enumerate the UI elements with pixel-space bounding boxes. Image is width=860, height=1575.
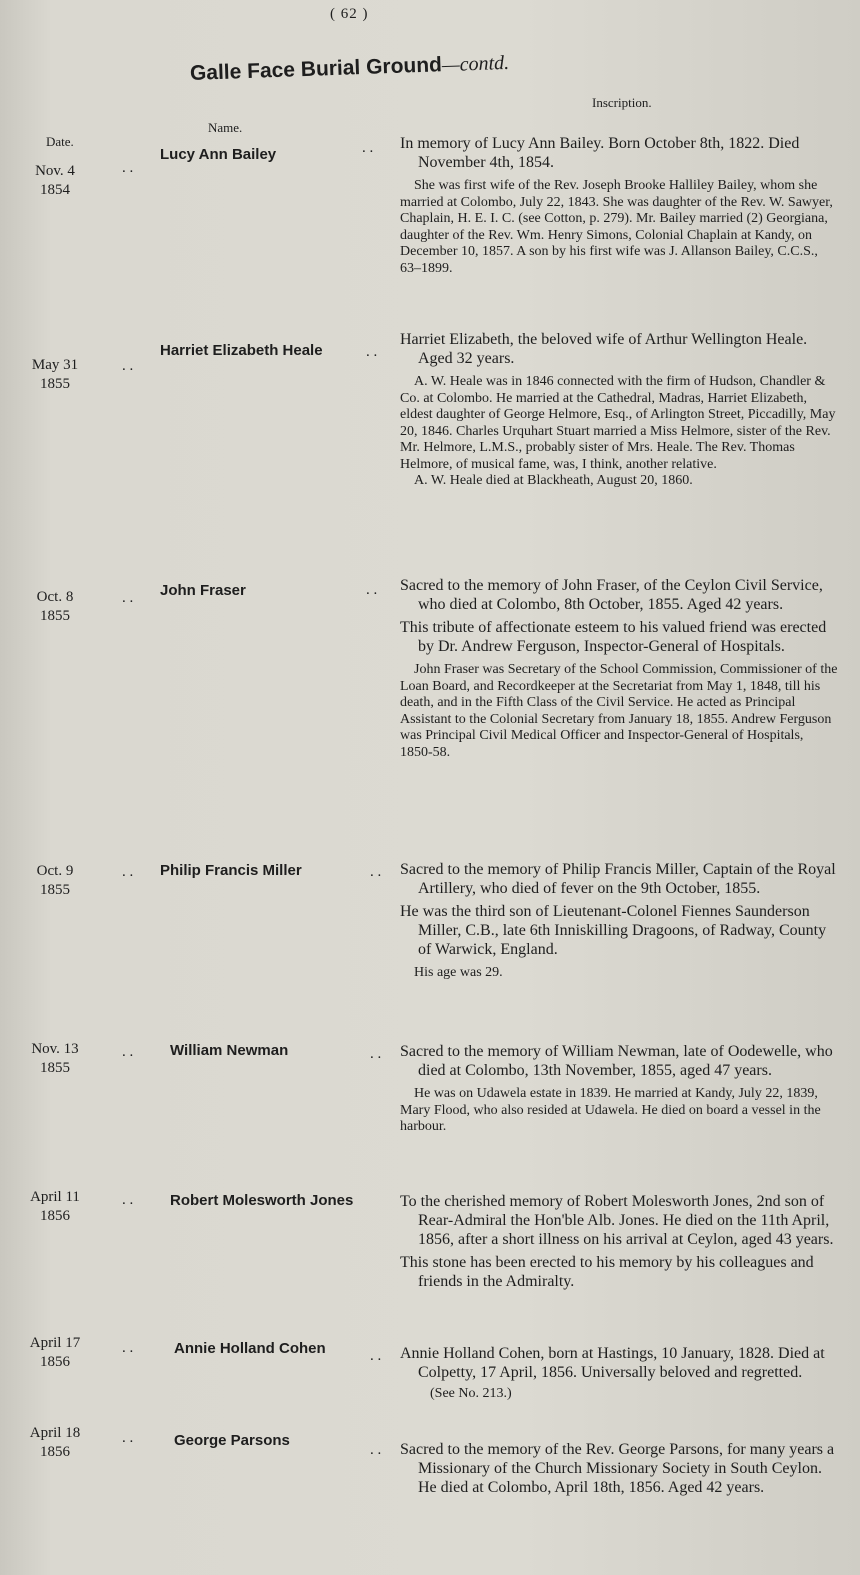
title-text: Galle Face Burial Ground xyxy=(189,53,443,85)
inscription-text: Annie Holland Cohen, born at Hastings, 10 January, 1828. Died at Colpetty, 17 April, 1856. Universally beloved and regretted. xyxy=(400,1345,825,1381)
entry-name: Harriet Elizabeth Heale xyxy=(160,342,323,359)
entry-name: Robert Molesworth Jones xyxy=(170,1192,354,1209)
inscription-text: In memory of Lucy Ann Bailey. Born October 8th, 1822. Died November 4th, 1854. xyxy=(400,135,800,171)
entry-name: Lucy Ann Bailey xyxy=(160,146,277,163)
inscription-text: Sacred to the memory of William Newman, late of Oodewelle, who died at Colombo, 13th November, 1855, aged 47 years. xyxy=(400,1043,833,1079)
inscription-text: Sacred to the memory of Philip Francis Miller, Captain of the Royal Artillery, who died of fever on the 9th October, 1855. xyxy=(400,861,836,897)
entry-date: April 17 1856 xyxy=(29,1335,81,1370)
inscription-note: John Fraser was Secretary of the School Commission, Commissioner of the Loan Board, and Recordkeeper at the Secretariat from May 1, 1848, till his death, and in the Fifth Class of the Civil Service. He acted as Principal Assistant to the Colonial Secretary from January 18, 1855. Andrew Ferguson was Principal Civil Medical Officer and Inspector-General of Hospitals, 1850-58. xyxy=(400,662,838,760)
entry-date: April 18 1856 xyxy=(29,1425,81,1460)
inscription-note: A. W. Heale died at Blackheath, August 20, 1860. xyxy=(414,473,693,488)
entry-date: April 11 1856 xyxy=(30,1189,80,1224)
entry-date: Oct. 9 1855 xyxy=(36,863,74,898)
entry-name: William Newman xyxy=(170,1042,289,1059)
inscription-note: (See No. 213.) xyxy=(430,1386,512,1401)
inscription-note: A. W. Heale was in 1846 connected with the firm of Hudson, Chandler & Co. at Colombo. He married at the Cathedral, Madras, Harriet Elizabeth, eldest daughter of George Helmore, Esq., of Arlington Street, Piccadilly, May 20, 1846. Charles Urquhart Stuart married a Miss Helmore, sister of the Rev. Mr. Helmore, L.M.S., probably sister of Mrs. Heale. The Rev. Thomas Helmore, of musical fame, was, I think, another relative. xyxy=(400,374,836,472)
page-title xyxy=(190,51,510,86)
inscription-note: She was first wife of the Rev. Joseph Brooke Halliley Bailey, whom she married at Colombo, July 22, 1843. She was daughter of the Rev. W. Sawyer, Chaplain, H. E. I. C. (see Cotton, p. 279). Mr. Bailey married (2) Georgiana, daughter of the Rev. Wm. Henry Simons, Colonial Chaplain at Kandy, on December 10, 1857. A son by his first wife was J. Allanson Bailey, C.C.S., 63–1899. xyxy=(400,178,833,276)
page: ( 62 ) Galle Face Burial Ground—contd. Date. Name. Inscription. Nov. 4 1854 . . Lucy Ann Bailey . . In memory of Lucy Ann Bailey. Born October 8th, 1822. Died November 4th, 1854. She was first wife of the Rev. Joseph Brooke Halliley Bailey, whom she married at Colombo, July 22, 1843. She was daughter of the Rev. W. Sawyer, Chaplain, H. E. I. C. (see Cotton, p. 279). Mr. Bailey married (2) Georgiana, daughter of the Rev. Wm. Henry Simons, Colonial Chaplain at Kandy, on December 10, 1857. A son by his first wife was J. Allanson Bailey, C.C.S., 63–1899. May 31 1855 . . Harriet Elizabeth Heale . . Harriet Elizabeth, the beloved wife of Arthur Wellington Heale. Aged 32 years. A. W. Heale was in 1846 connected with the firm of Hudson, Chandler & Co. at Colombo. He married at the Cathedral, Madras, Harriet Elizabeth, eldest daughter of George Helmore, Esq., of Arlington Street, Piccadilly, May 20, 1846. Charles Urquhart Stuart married a Miss Helmore, sister of the Rev. Mr. Helmore, L.M.S., probably sister of Mrs. Heale. The Rev. Thomas Helmore, of musical fame, was, I think, another relative. A. W. Heale died at Blackheath, August 20, 1860. Oct. 8 1855 . . John Fraser . . Sacred to the memory of John Fraser, of the Ceylon Civil Service, who died at Colombo, 8th October, 1855. Aged 42 years. This tribute of affectionate esteem to his valued friend was erected by Dr. Andrew Ferguson, Inspector-General of Hospitals. John Fraser was Secretary of the School Commission, Commissioner of the Loan Board, and Recordkeeper at the Secretariat from May 1, 1848, till his death, and in the Fifth Class of the Civil Service. He acted as Principal Assistant to the Colonial Secretary from January 18, 1855. Andrew Ferguson was Principal Civil Medical Officer and Inspector-General of Hospitals, 1850-58. Oct. 9 1855 . . Philip Francis Miller . . Sacred to the memory of Philip Francis Miller, Captain of the Royal Artillery, who died of fever on the 9th October, 1855. He was the third son of Lieutenant-Colonel Fiennes Saunderson Miller, C.B., late 6th Inniskilling Dragoons, of Radway, County of Warwick, England. His age was 29. Nov. 13 1855 . . William Newman . . Sacred to the memory of William Newman, late of Oodewelle, who died at Colombo, 13th November, 1855, aged 47 years. He was on Udawela estate in 1839. He married at Kandy, July 22, 1839, Mary Flood, who also resided at Udawela. He died on board a vessel in the harbour. April 11 1856 . . Robert Molesworth Jones To the cherished memory of Robert Molesworth Jones, 2nd son of Rear-Admiral the Hon'ble Alb. Jones. He died on the 11th April, 1856, after a short illness on his arrival at Ceylon, aged 43 years. This stone has been erected to his memory by his colleagues and friends in the Admiralty. April 17 1856 . . Annie Holland Cohen . . Annie Holland Cohen, born at Hastings, 10 January, 1828. Died at Colpetty, 17 April, 1856. Universally beloved and regretted. (See No. 213.) April 18 1856 . . George Parsons . . Sacred to the memory of the Rev. George Parsons, for many years a Missionary of the Church Missionary Society in South Ceylon. He died at Colombo, April 18th, 1856. Aged 42 years. xyxy=(0,0,860,1575)
inscription-text: Sacred to the memory of the Rev. George Parsons, for many years a Missionary of the Church Missionary Society in South Ceylon. He died at Colombo, April 18th, 1856. Aged 42 years. xyxy=(400,1441,835,1496)
entry-inscription xyxy=(400,1344,838,1403)
entry-inscription xyxy=(400,330,838,490)
inscription-text: This stone has been erected to his memory by his colleagues and friends in the Admiralty. xyxy=(400,1254,814,1290)
inscription-text: Sacred to the memory of John Fraser, of the Ceylon Civil Service, who died at Colombo, 8th October, 1855. Aged 42 years. xyxy=(400,577,823,613)
inscription-text: He was the third son of Lieutenant-Colonel Fiennes Saunderson Miller, C.B., late 6th Inniskilling Dragoons, of Radway, County of Warwick, England. xyxy=(400,903,827,958)
entry-inscription xyxy=(400,134,838,277)
inscription-text: To the cherished memory of Robert Molesworth Jones, 2nd son of Rear-Admiral the Hon'ble Alb. Jones. He died on the 11th April, 1856, after a short illness on his arrival at Ceylon, aged 43 years. xyxy=(400,1193,834,1248)
header-date: Date. xyxy=(46,134,74,149)
entry-name: Philip Francis Miller xyxy=(160,862,302,879)
inscription-text: Harriet Elizabeth, the beloved wife of Arthur Wellington Heale. Aged 32 years. xyxy=(400,331,808,367)
entry-date: Nov. 13 1855 xyxy=(31,1041,79,1076)
entry-name: Annie Holland Cohen xyxy=(174,1340,326,1357)
entry-date: May 31 1855 xyxy=(31,357,79,392)
inscription-note: He was on Udawela estate in 1839. He married at Kandy, July 22, 1839, Mary Flood, who also resided at Udawela. He died on board a vessel in the harbour. xyxy=(400,1086,821,1134)
inscription-text: This tribute of affectionate esteem to his valued friend was erected by Dr. Andrew Ferguson, Inspector-General of Hospitals. xyxy=(400,619,827,655)
entry-name: George Parsons xyxy=(174,1432,290,1449)
entry-inscription xyxy=(400,1440,838,1501)
entry-name: John Fraser xyxy=(160,582,246,599)
title-contd: —contd. xyxy=(441,51,510,77)
header-inscription: Inscription. xyxy=(592,95,652,110)
entry-date: Oct. 8 1855 xyxy=(36,589,74,624)
entry-date: Nov. 4 1854 xyxy=(35,163,75,198)
inscription-note: His age was 29. xyxy=(414,965,503,980)
page-number: ( 62 ) xyxy=(330,6,369,22)
entry-inscription xyxy=(400,576,838,761)
header-name: Name. xyxy=(208,120,243,135)
entry-inscription xyxy=(400,1042,838,1136)
entry-inscription xyxy=(400,860,838,982)
entry-inscription xyxy=(400,1192,838,1295)
